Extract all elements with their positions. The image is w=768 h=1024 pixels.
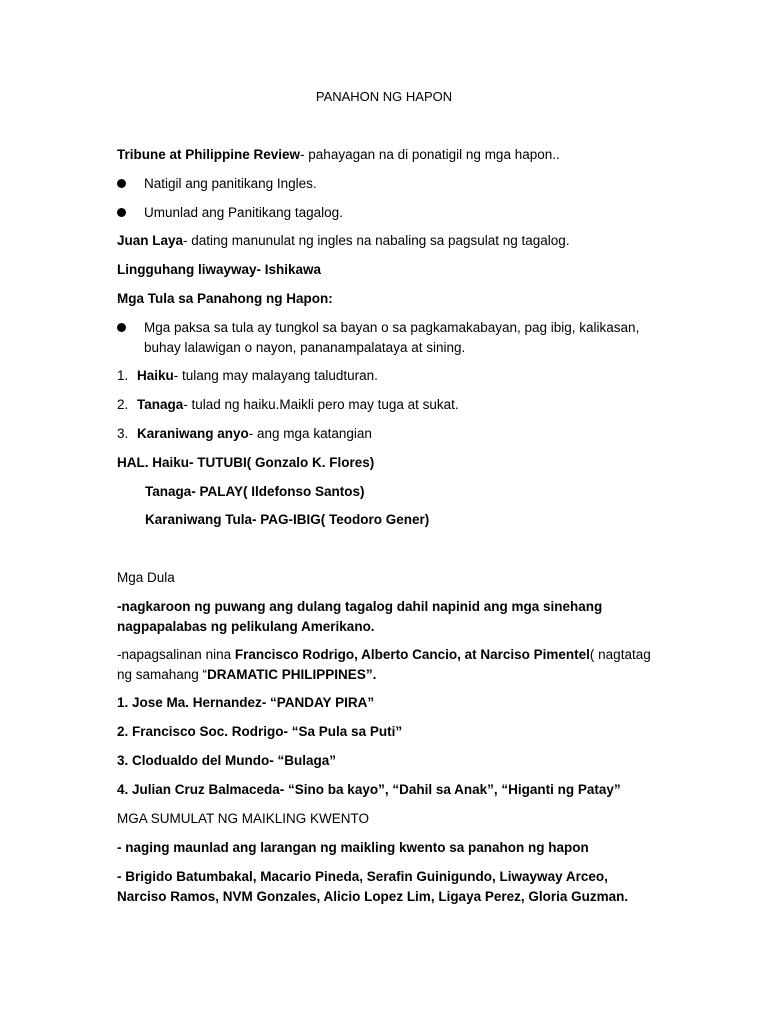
dula-list-item: 3. Clodualdo del Mundo- “Bulaga” xyxy=(117,753,336,768)
hal-line: HAL. Haiku- TUTUBI( Gonzalo K. Flores) xyxy=(117,455,375,470)
numbered-item-karaniwang xyxy=(137,425,372,443)
paragraph-juan-laya xyxy=(117,232,570,250)
karaniwang-rest: - ang mga katangian xyxy=(248,426,372,441)
dula-paragraph2-line2 xyxy=(117,666,376,684)
bullet-item-line2: buhay lalawigan o nayon, pananampalataya at sining. xyxy=(144,340,466,355)
numbered-marker: 1. xyxy=(117,368,129,383)
dula-p2-names: Francisco Rodrigo, Alberto Cancio, at Narciso Pimentel xyxy=(234,647,590,662)
bullet-dot-icon xyxy=(117,208,126,217)
paragraph-lingguhang: Lingguhang liwayway- Ishikawa xyxy=(117,262,322,277)
kwento-paragraph2-line2: Narciso Ramos, NVM Gonzales, Alicio Lopez Lim, Ligaya Perez, Gloria Guzman. xyxy=(117,889,629,904)
dula-list-item: 2. Francisco Soc. Rodrigo- “Sa Pula sa Puti” xyxy=(117,724,403,739)
dula-list-item: 4. Julian Cruz Balmaceda- “Sino ba kayo”, “Dahil sa Anak”, “Higanti ng Patay” xyxy=(117,782,621,797)
bullet-item: Natigil ang panitikang Ingles. xyxy=(144,176,317,191)
hal-line: Tanaga- PALAY( Ildefonso Santos) xyxy=(145,484,365,499)
juan-laya-bold: Juan Laya xyxy=(117,233,184,248)
numbered-item-haiku xyxy=(137,367,378,385)
dula-p2-a: -napagsalinan nina xyxy=(117,647,235,662)
dula-list-item: 1. Jose Ma. Hernandez- “PANDAY PIRA” xyxy=(117,695,375,710)
haiku-bold: Haiku xyxy=(137,368,174,383)
numbered-marker: 3. xyxy=(117,426,129,441)
dula-paragraph-line2: nagpapalabas ng pelikulang Amerikano. xyxy=(117,619,375,634)
hal-line: Karaniwang Tula- PAG-IBIG( Teodoro Gener) xyxy=(145,512,430,527)
dula-p2-d: ng samahang “ xyxy=(117,667,208,682)
tanaga-rest: - tulad ng haiku.Maikli pero may tuga at sukat. xyxy=(183,397,459,412)
dula-p2-c: ( nagtatag xyxy=(589,647,651,662)
tanaga-bold: Tanaga xyxy=(137,397,184,412)
heading-dula: Mga Dula xyxy=(117,570,175,585)
kwento-paragraph2-line1: - Brigido Batumbakal, Macario Pineda, Serafin Guinigundo, Liwayway Arceo, xyxy=(117,869,608,884)
page-title: PANAHON NG HAPON xyxy=(315,89,453,104)
juan-laya-rest: - dating manunulat ng ingles na nabaling sa pagsulat ng tagalog. xyxy=(183,233,570,248)
tribune-bold: Tribune at Philippine Review xyxy=(117,147,301,162)
karaniwang-bold: Karaniwang anyo xyxy=(137,426,249,441)
kwento-paragraph1: - naging maunlad ang larangan ng maikling kwento sa panahon ng hapon xyxy=(117,840,589,855)
tribune-rest: - pahayagan na di ponatigil ng mga hapon.. xyxy=(300,147,560,162)
numbered-item-tanaga xyxy=(137,396,459,414)
heading-tula: Mga Tula sa Panahong ng Hapon: xyxy=(117,291,333,306)
numbered-marker: 2. xyxy=(117,397,129,412)
paragraph-tribune xyxy=(117,146,560,164)
dula-paragraph2-line1 xyxy=(117,646,651,664)
bullet-dot-icon xyxy=(117,323,126,332)
bullet-item-line1: Mga paksa sa tula ay tungkol sa bayan o sa pagkamakabayan, pag ibig, kalikasan, xyxy=(144,320,640,335)
bullet-item: Umunlad ang Panitikang tagalog. xyxy=(144,205,343,220)
dula-paragraph-line1: -nagkaroon ng puwang ang dulang tagalog dahil napinid ang mga sinehang xyxy=(117,599,603,614)
haiku-rest: - tulang may malayang taludturan. xyxy=(173,368,378,383)
heading-kwento: MGA SUMULAT NG MAIKLING KWENTO xyxy=(117,811,370,826)
dula-p2-dramatic: DRAMATIC PHILIPPINES”. xyxy=(207,667,377,682)
bullet-dot-icon xyxy=(117,179,126,188)
